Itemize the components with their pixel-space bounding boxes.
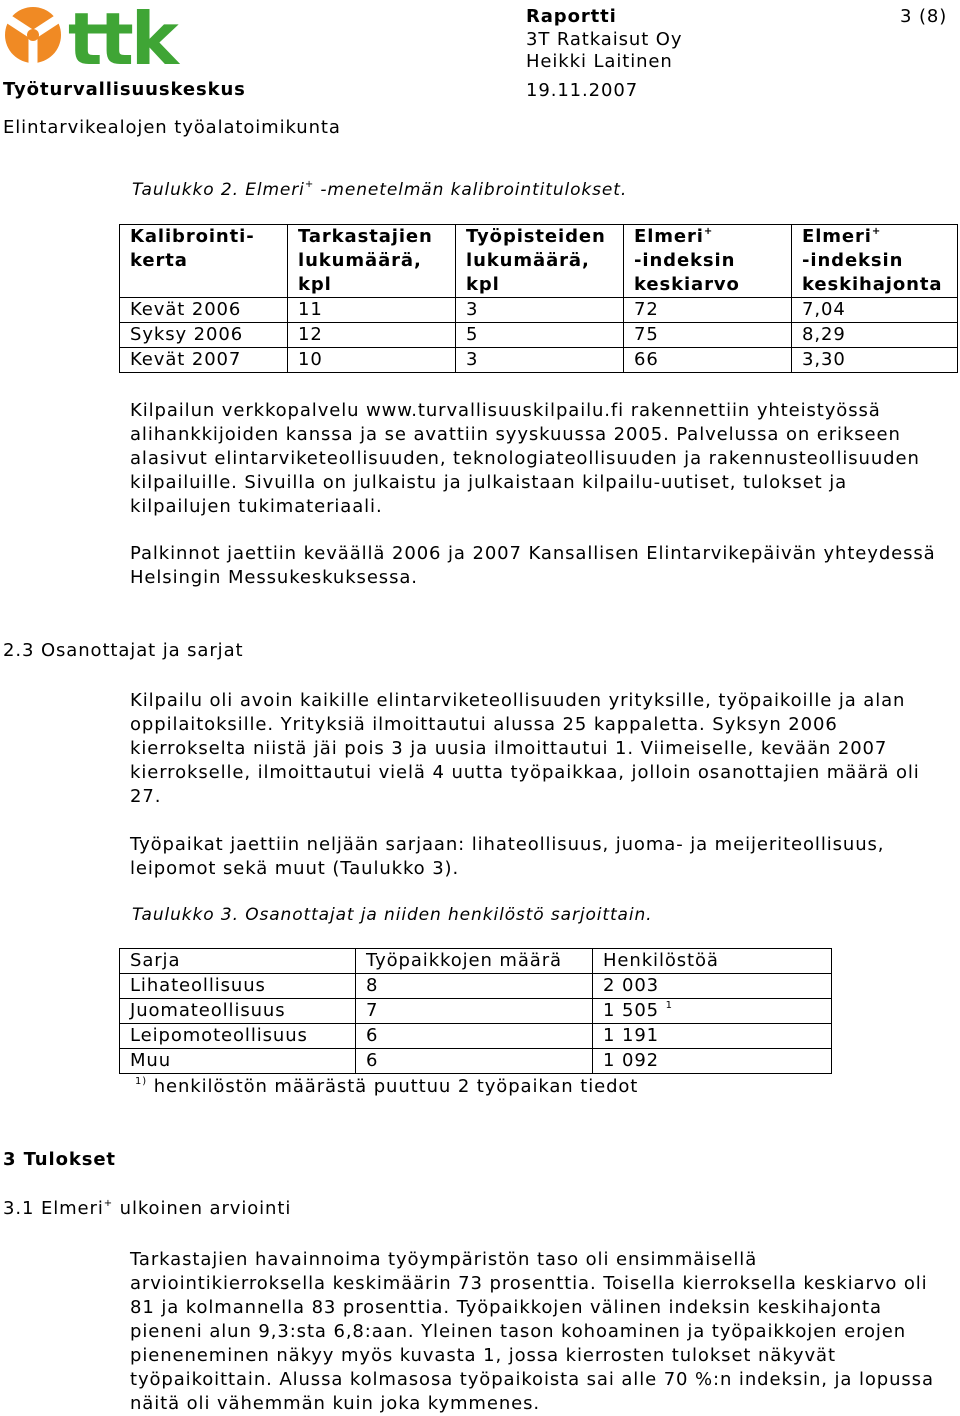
table-cell: 66 bbox=[624, 348, 792, 373]
table-cell: 5 bbox=[456, 323, 624, 348]
paragraph-awards: Palkinnot jaettiin keväällä 2006 ja 2007 Kansallisen Elintarvikepäivän yhteydessä Helsingin Messukeskuksessa. bbox=[130, 543, 936, 588]
footnote-text: henkilöstön määrästä puuttuu 2 työpaikan tiedot bbox=[153, 1076, 639, 1097]
paragraph-results: Tarkastajien havainnoima työympäristön taso oli ensimmäisellä arviointikierroksella keskimäärin 73 prosenttia. Toisella kierroksella keskiarvo oli 81 ja kolmannella 83 prosenttia. Työpaikkojen välinen indeksin keskihajonta pieneni alun 9,3:sta 6,8:aan. Yleinen tason kohoaminen ja työpaikkojen erojen pieneneminen näkyy myös kuvasta 1, jossa kierrosten tulokset näkyvät työpaikoittain. Alussa kolmasosa työpaikoista sai alle 70 %:n indeksin, ja lopussa näitä oli vähemmän kuin joka kymmenes. bbox=[130, 1249, 934, 1414]
table-cell: 6 bbox=[356, 1049, 593, 1074]
table2-caption bbox=[132, 180, 627, 200]
section-heading-2-3: 2.3 Osanottajat ja sarjat bbox=[3, 640, 244, 661]
page-number: 3 (8) bbox=[900, 6, 948, 27]
table-cell: 11 bbox=[288, 298, 456, 323]
table-cell: 6 bbox=[356, 1024, 593, 1049]
header-cell: Kalibrointi- kerta bbox=[120, 225, 288, 298]
ttk-logo bbox=[2, 4, 182, 70]
table-cell: 1 092 bbox=[593, 1049, 832, 1074]
committee-name: Elintarvikealojen työalatoimikunta bbox=[3, 117, 341, 138]
table2-caption-sup: + bbox=[304, 179, 315, 190]
header-cell: Työpaikkojen määrä bbox=[356, 949, 593, 974]
table-cell: 1 191 bbox=[593, 1024, 832, 1049]
table-row bbox=[120, 974, 832, 999]
paragraph-participants: Kilpailu oli avoin kaikille elintarviketeollisuuden yrityksille, työpaikoille ja alan oppilaitoksille. Yrityksiä ilmoittautui alussa 25 kappaletta. Syksyn 2006 kierrokselta niistä jäi pois 3 ja uusia ilmoittautui 1. Viimeiselle, kevään 2007 kierrokselle, ilmoittautui vielä 4 uutta työpaikkaa, jolloin osanottajien määrä oli 27. bbox=[130, 690, 920, 807]
table-cell: Juomateollisuus bbox=[120, 999, 356, 1024]
table-cell: Leipomoteollisuus bbox=[120, 1024, 356, 1049]
report-label: Raportti bbox=[526, 6, 617, 27]
table-row bbox=[120, 1024, 832, 1049]
report-date: 19.11.2007 bbox=[526, 80, 639, 101]
table-cell: 3,30 bbox=[792, 348, 958, 373]
table-cell: 8 bbox=[356, 974, 593, 999]
table-cell: 3 bbox=[456, 298, 624, 323]
footnote-ref: 1 bbox=[665, 1000, 673, 1011]
table-cell: 3 bbox=[456, 348, 624, 373]
header-cell: Henkilöstöä bbox=[593, 949, 832, 974]
table-cell: Syksy 2006 bbox=[120, 323, 288, 348]
table-cell: 72 bbox=[624, 298, 792, 323]
header-cell: Elmeri+ -indeksin keskiarvo bbox=[624, 225, 792, 298]
table-cell: Kevät 2006 bbox=[120, 298, 288, 323]
table-cell: 10 bbox=[288, 348, 456, 373]
header-cell: Elmeri+ -indeksin keskihajonta bbox=[792, 225, 958, 298]
header-cell: Sarja bbox=[120, 949, 356, 974]
table-cell: 8,29 bbox=[792, 323, 958, 348]
table-cell: 2 003 bbox=[593, 974, 832, 999]
header-cell: Työpisteiden lukumäärä, kpl bbox=[456, 225, 624, 298]
table-cell: 1 505 $^1$ bbox=[593, 999, 832, 1024]
author-name: Heikki Laitinen bbox=[526, 51, 673, 72]
table-cell: 7,04 bbox=[792, 298, 958, 323]
paragraph-series: Työpaikat jaettiin neljään sarjaan: lihateollisuus, juoma- ja meijeriteollisuus, leipomot sekä muut (Taulukko 3). bbox=[130, 834, 885, 879]
table-header-row bbox=[120, 225, 958, 298]
table-row bbox=[120, 999, 832, 1024]
table-cell: Kevät 2007 bbox=[120, 348, 288, 373]
table-cell: Muu bbox=[120, 1049, 356, 1074]
table-row bbox=[120, 298, 958, 323]
section-heading-3: 3 Tulokset bbox=[3, 1149, 116, 1170]
table2-caption-pre: Taulukko 2. Elmeri bbox=[132, 180, 305, 200]
footnote-mark: 1) bbox=[135, 1076, 148, 1087]
table-cell: Lihateollisuus bbox=[120, 974, 356, 999]
table-cell: 7 bbox=[356, 999, 593, 1024]
participants-table bbox=[119, 948, 832, 1074]
table3-caption: Taulukko 3. Osanottajat ja niiden henkilöstö sarjoittain. bbox=[132, 905, 653, 925]
header-cell: Tarkastajien lukumäärä, kpl bbox=[288, 225, 456, 298]
table-cell: 75 bbox=[624, 323, 792, 348]
org-name: Työturvallisuuskeskus bbox=[3, 79, 246, 100]
table-row bbox=[120, 348, 958, 373]
table-header-row bbox=[120, 949, 832, 974]
paragraph-web-service: Kilpailun verkkopalvelu www.turvallisuuskilpailu.fi rakennettiin yhteistyössä alihankkijoiden kanssa ja se avattiin syyskuussa 2005. Palvelussa on erikseen alasivut elintarviketeollisuuden, teknologiateollisuuden ja rakennusteollisuuden kilpailuille. Sivuilla on julkaistu ja julkaistaan kilpailu-uutiset, tulokset ja kilpailujen tukimateriaali. bbox=[130, 400, 920, 517]
section-heading-3-1: 3.1 Elmeri+ ulkoinen arviointi bbox=[3, 1198, 292, 1219]
table2-caption-post: -menetelmän kalibrointitulokset. bbox=[314, 180, 628, 200]
logo-text: ttk bbox=[68, 4, 176, 70]
calibration-table bbox=[119, 224, 958, 373]
table-cell: 12 bbox=[288, 323, 456, 348]
table-row bbox=[120, 1049, 832, 1074]
table-row bbox=[120, 323, 958, 348]
table3-footnote bbox=[135, 1076, 638, 1097]
company-name: 3T Ratkaisut Oy bbox=[526, 29, 683, 50]
logo-mark-icon bbox=[5, 7, 61, 63]
